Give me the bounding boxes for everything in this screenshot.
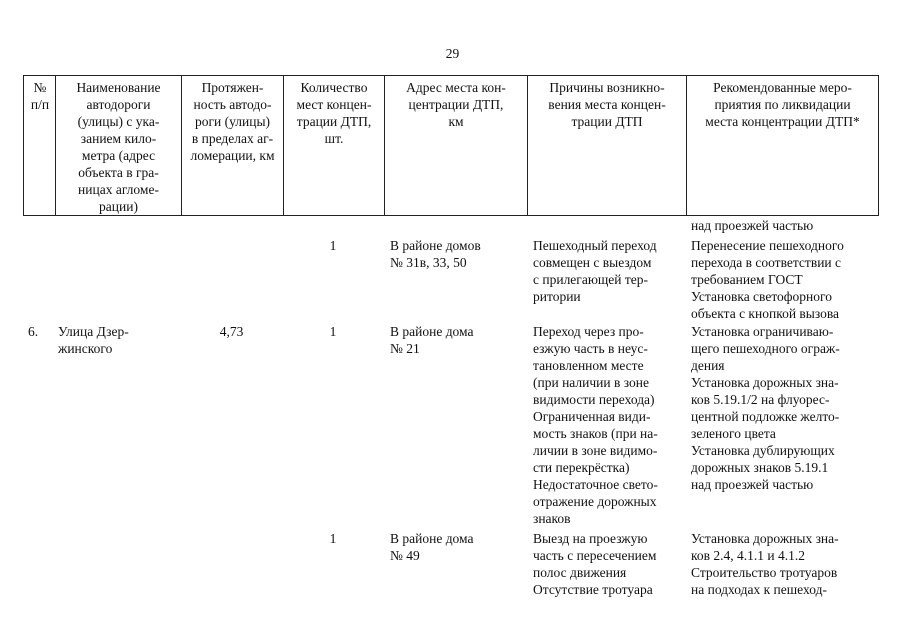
block2-length: 4,73 <box>219 324 244 339</box>
block3-address: В районе дома № 49 <box>390 531 474 563</box>
table-header <box>23 75 879 216</box>
block2-number: 6. <box>28 324 39 339</box>
continuation-text: над проезжей частью <box>691 218 814 233</box>
block1-measures: Перенесение пешеходного перехода в соответствии с требованием ГОСТ Установка светофорного объекта с кнопкой вызова <box>691 238 844 321</box>
block3-measures: Установка дорожных зна- ков 2.4, 4.1.1 и 4.1.2 Строительство тротуаров на подходах к пешеход- <box>691 531 839 597</box>
header-number: № п/п <box>30 80 50 112</box>
block1-causes: Пешеходный переход совмещен с выездом с прилегающей тер- ритории <box>533 238 657 304</box>
block3-causes: Выезд на проезжую часть с пересечением полос движения Отсутствие тротуара <box>533 531 657 597</box>
header-length: Протяжен- ность автодо- роги (улицы) в пределах аг- ломерации, км <box>190 80 275 163</box>
block2-measures: Установка ограничиваю- щего пешеходного ограж- дения Установка дорожных зна- ков 5.19.1/2 на флуорес- центной подложке желто- зеленого цвета Установка дублирующих дорожных знаков 5.19.1 над проезжей частью <box>691 324 840 492</box>
block2-road-name: Улица Дзер- жинского <box>58 324 129 356</box>
header-address: Адрес места кон- центрации ДТП, км <box>406 80 506 129</box>
header-count: Количество мест концен- трации ДТП, шт. <box>296 80 372 146</box>
block2-count: 1 <box>329 324 337 339</box>
block1-address: В районе домов № 31в, 33, 50 <box>390 238 481 270</box>
page-number: 29 <box>445 46 460 61</box>
header-measures: Рекомендованные меро- приятия по ликвидации места концентрации ДТП* <box>705 80 860 129</box>
block3-count: 1 <box>329 531 337 546</box>
block1-count: 1 <box>329 238 337 253</box>
block2-address: В районе дома № 21 <box>390 324 474 356</box>
header-road-name: Наименование автодороги (улицы) с ука- занием кило- метра (адрес объекта в гра- ницах агломе- рации) <box>76 80 161 214</box>
block2-causes: Переход через про- езжую часть в неус- тановленном месте (при наличии в зоне видимости перехода) Ограниченная види- мость знаков (при на- личии в зоне видимо- сти перекрёстка) Недостаточное свето- отражение дорожных знаков <box>533 324 658 526</box>
header-causes: Причины возникно- вения места концен- трации ДТП <box>548 80 666 129</box>
